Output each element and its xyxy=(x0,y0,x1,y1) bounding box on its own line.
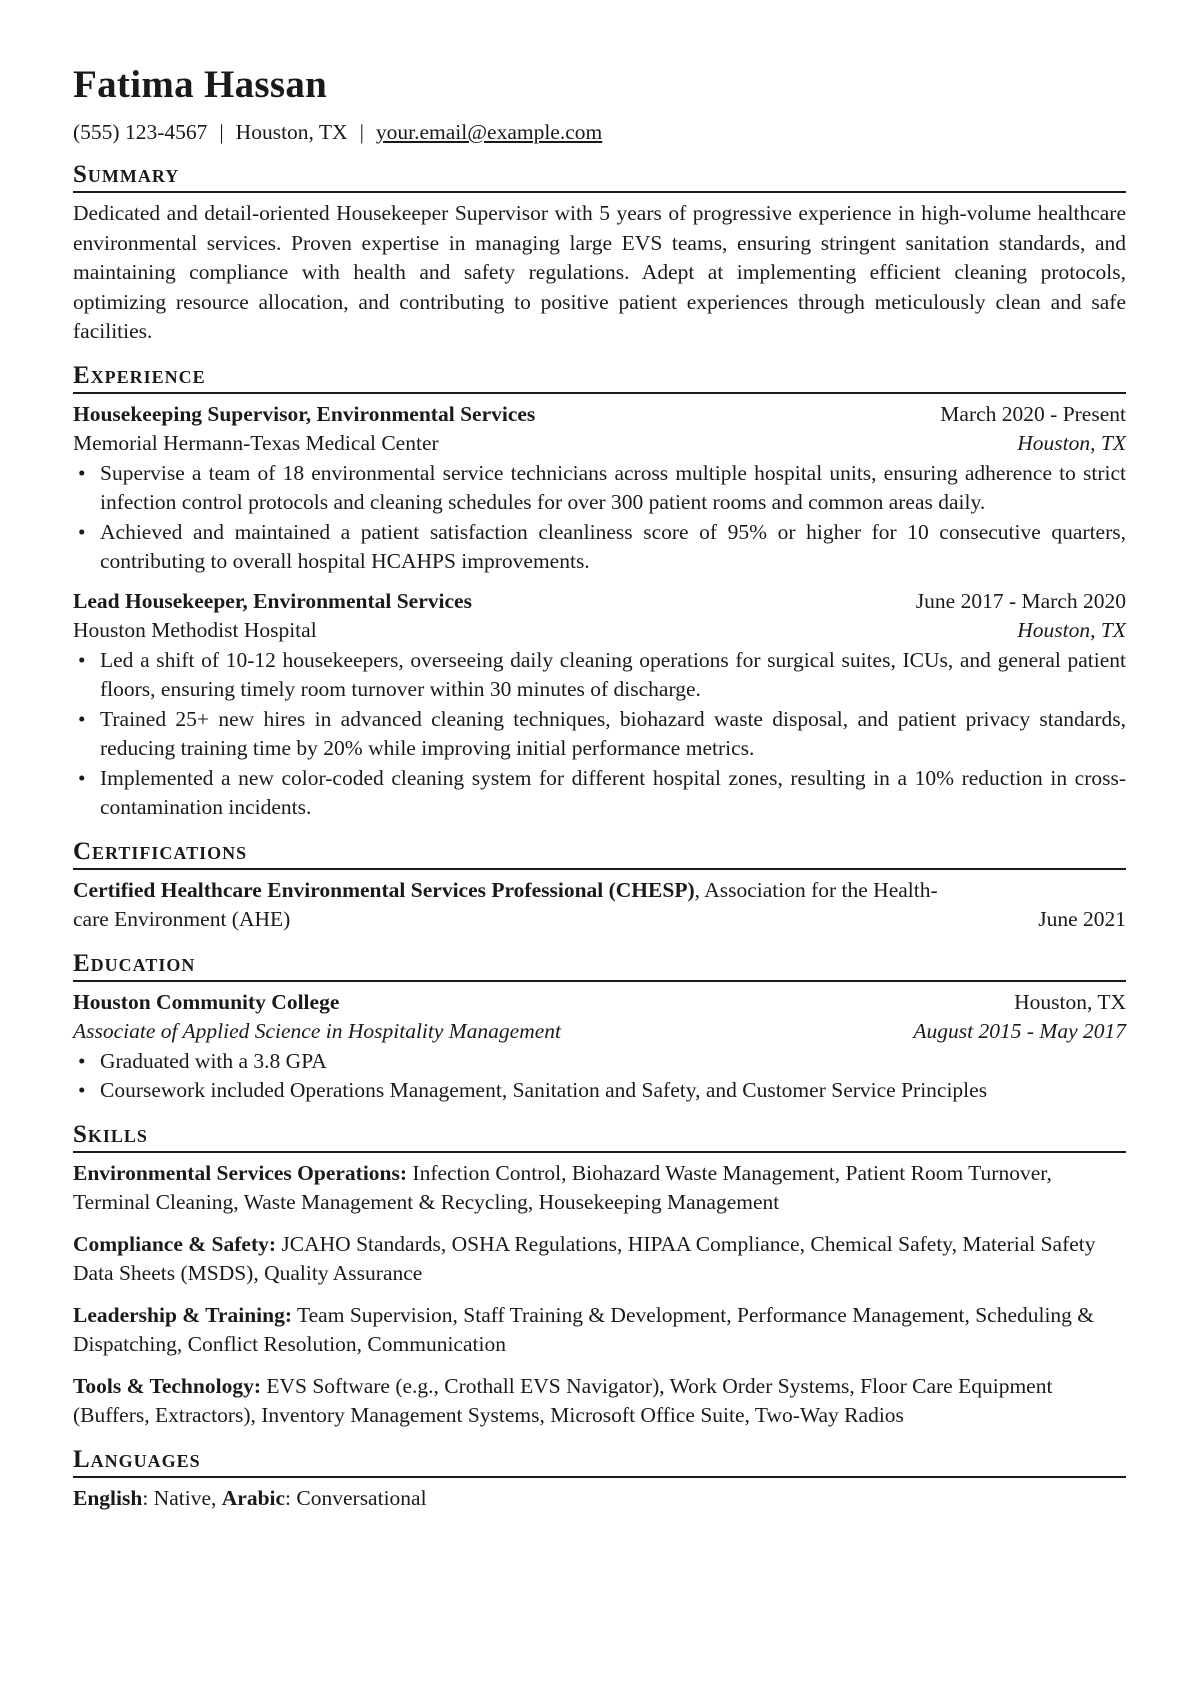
bullet-item: • Graduated with a 3.8 GPA xyxy=(100,1047,1126,1077)
candidate-name: Fatima Hassan xyxy=(73,63,328,106)
job-employer: Memorial Hermann-Texas Medical Center xyxy=(73,431,439,455)
contact-line xyxy=(73,118,1126,146)
phone: (555) 123-4567 xyxy=(73,120,208,144)
skill-label: Environmental Services Operations: xyxy=(73,1160,408,1185)
section-title-languages: Languages xyxy=(73,1445,1126,1478)
job-employer: Houston Methodist Hospital xyxy=(73,618,317,642)
skill-group xyxy=(73,1230,1126,1289)
section-title-certifications: Certifications xyxy=(73,837,1126,870)
job-location: Houston, TX xyxy=(1017,618,1126,642)
job-dates: March 2020 - Present xyxy=(940,401,1126,426)
education-degree-row xyxy=(73,1017,1126,1047)
bullet-item: • Implemented a new color-coded cleaning system for different hospital zones, resulting in a 10% reduction in cross-contamination incidents. xyxy=(100,764,1126,823)
email-link[interactable]: your.email@example.com xyxy=(375,120,603,144)
language-name: English xyxy=(73,1485,143,1510)
certification-date: June 2021 xyxy=(1038,907,1126,931)
skill-group xyxy=(73,1301,1126,1360)
education-entry xyxy=(73,988,1126,1106)
resume-page xyxy=(73,62,1126,1513)
section-title-skills: Skills xyxy=(73,1120,1126,1153)
school-name: Houston Community College xyxy=(73,989,340,1014)
skill-items: Infection Control, Biohazard Waste Management, Patient Room Turnover, Terminal Cleaning, Waste Management & Recycling, Housekeeping Management xyxy=(73,1160,1052,1214)
skill-items: Team Supervision, Staff Training & Development, Performance Management, Scheduling & Dispatching, Conflict Resolution, Communication xyxy=(73,1302,1095,1356)
degree: Associate of Applied Science in Hospitality Management xyxy=(73,1019,562,1043)
skill-group xyxy=(73,1372,1126,1431)
skill-label: Tools & Technology: xyxy=(73,1373,261,1398)
job-header xyxy=(73,587,1126,617)
certification-entry xyxy=(73,876,1126,935)
language-level: : Native, xyxy=(142,1485,222,1510)
certification-issuer: , Association for the Health- xyxy=(694,877,938,902)
summary-text: Dedicated and detail-oriented Housekeeper Supervisor with 5 years of progressive experience in high-volume healthcare environmental services. Proven expertise in managing large EVS teams, ensuring stringent sanitation standards, and maintaining compliance with health and safety regulations. Adept at implementing efficient cleaning protocols, optimizing resource allocation, and contributing to positive patient experiences through meticulously clean and safe facilities. xyxy=(73,201,1126,343)
skill-items: JCAHO Standards, OSHA Regulations, HIPAA Compliance, Chemical Safety, Material Safety Data Sheets (MSDS), Quality Assurance xyxy=(73,1231,1096,1285)
section-title-summary: Summary xyxy=(73,160,1126,193)
job-dates: June 2017 - March 2020 xyxy=(915,588,1126,613)
skill-label: Leadership & Training: xyxy=(73,1302,293,1327)
section-title-experience: Experience xyxy=(73,361,1126,394)
education-bullets xyxy=(73,1047,1126,1106)
separator: | xyxy=(359,120,364,144)
language-name: Arabic xyxy=(221,1485,286,1510)
section-title-education: Education xyxy=(73,949,1126,982)
bullet-item: • Supervise a team of 18 environmental service technicians across multiple hospital units, ensuring adherence to strict infection control protocols and cleaning schedules for over 300 patient rooms and common areas daily. xyxy=(100,459,1126,518)
job-bullets xyxy=(73,646,1126,823)
job-entry xyxy=(73,587,1126,823)
job-entry xyxy=(73,400,1126,577)
skill-items: EVS Software (e.g., Crothall EVS Navigator), Work Order Systems, Floor Care Equipment (Buffers, Extractors), Inventory Management Systems, Microsoft Office Suite, Two-Way Radios xyxy=(73,1373,1053,1427)
job-header xyxy=(73,400,1126,430)
skills-list xyxy=(73,1159,1126,1431)
certification-name: Certified Healthcare Environmental Services Professional (CHESP) xyxy=(73,877,695,902)
job-bullets xyxy=(73,459,1126,577)
skill-label: Compliance & Safety: xyxy=(73,1231,277,1256)
languages-line xyxy=(73,1484,1126,1514)
certification-issuer-row xyxy=(73,905,1126,935)
separator: | xyxy=(219,120,224,144)
job-role: Lead Housekeeper, Environmental Services xyxy=(73,588,472,613)
education-header xyxy=(73,988,1126,1018)
skill-group xyxy=(73,1159,1126,1218)
job-employer-row xyxy=(73,616,1126,646)
location: Houston, TX xyxy=(235,120,348,144)
bullet-item: • Achieved and maintained a patient satisfaction cleanliness score of 95% or higher for 10 consecutive quarters, contributing to overall hospital HCAHPS improvements. xyxy=(100,518,1126,577)
certification-issuer-cont: care Environment (AHE) xyxy=(73,907,291,931)
certification-line xyxy=(73,876,1126,906)
bullet-item: • Led a shift of 10-12 housekeepers, overseeing daily cleaning operations for surgical suites, ICUs, and general patient floors, ensuring timely room turnover within 30 minutes of discharge. xyxy=(100,646,1126,705)
education-dates: August 2015 - May 2017 xyxy=(913,1019,1126,1043)
job-role: Housekeeping Supervisor, Environmental Services xyxy=(73,401,536,426)
bullet-item: • Trained 25+ new hires in advanced cleaning techniques, biohazard waste disposal, and patient privacy standards, reducing training time by 20% while improving initial performance metrics. xyxy=(100,705,1126,764)
job-location: Houston, TX xyxy=(1017,431,1126,455)
school-location: Houston, TX xyxy=(1014,989,1126,1014)
language-level: : Conversational xyxy=(285,1485,427,1510)
bullet-item: • Coursework included Operations Management, Sanitation and Safety, and Customer Service Principles xyxy=(100,1076,1126,1106)
job-employer-row xyxy=(73,429,1126,459)
